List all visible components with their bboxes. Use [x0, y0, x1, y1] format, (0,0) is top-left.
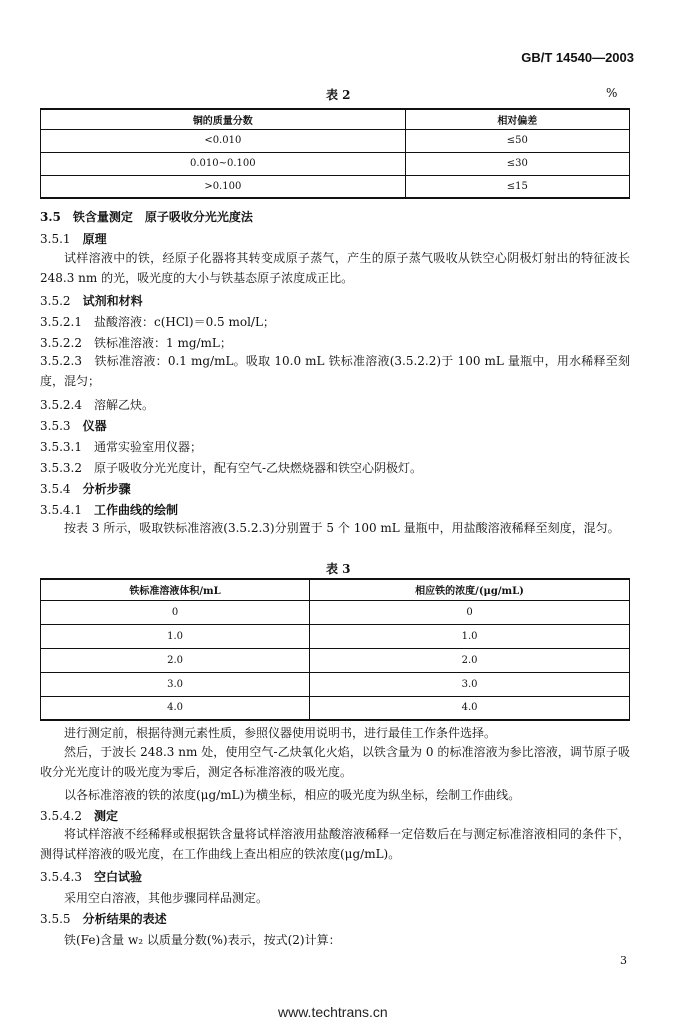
section-number: 3.5.3	[40, 419, 71, 433]
paragraph: 以各标准溶液的铁的浓度(μg/mL)为横坐标，相应的吸光度为纵坐标，绘制工作曲线。	[64, 788, 521, 802]
table-cell: <0.010	[41, 129, 406, 152]
section-number: 3.5.4.3	[40, 870, 82, 884]
section-title: 空白试验	[94, 870, 143, 884]
section-title: 铁含量测定 原子吸收分光光度法	[72, 210, 253, 224]
standard-number: GB/T 14540—2003	[521, 50, 634, 65]
table-cell: ≤30	[405, 152, 629, 175]
paragraph: 将试样溶液不经稀释或根据铁含量将试样溶液用盐酸溶液稀释一定倍数后在与测定标准溶液相同的条件下，测得试样溶液的吸光度，在工作曲线上查出相应的铁浓度(μg/mL)。	[40, 827, 630, 861]
section-number: 3.5.2	[40, 294, 71, 308]
clause	[40, 313, 275, 330]
table-cell: 4.0	[41, 696, 310, 720]
table-cell: 4.0	[310, 696, 630, 720]
subsection-heading	[40, 292, 143, 309]
table3	[40, 578, 630, 721]
clause-text: 铁标准溶液：0.1 mg/mL。吸取 10.0 mL 铁标准溶液(3.5.2.2)于 100 mL 量瓶中，用水稀释至刻度，混匀；	[40, 354, 630, 388]
paragraph: 采用空白溶液，其他步骤同样品测定。	[64, 891, 269, 905]
subsection-heading	[40, 868, 142, 885]
table-cell: 3.0	[41, 672, 310, 696]
table-cell: 0	[310, 600, 630, 624]
table-row	[41, 648, 630, 672]
table-cell: 1.0	[41, 624, 310, 648]
section-number: 3.5.4	[40, 482, 71, 496]
table-row	[41, 624, 630, 648]
subsection-heading	[40, 910, 167, 927]
clause	[40, 459, 422, 476]
footer-url: www.techtrans.cn	[278, 1004, 388, 1020]
clause	[40, 438, 202, 455]
section-title: 仪器	[82, 419, 107, 433]
subsection-heading	[40, 807, 118, 824]
clause-number: 3.5.2.3	[40, 354, 82, 368]
section-title: 分析结果的表述	[82, 912, 167, 926]
table-row	[41, 672, 630, 696]
table2-caption: 表 2	[326, 88, 351, 102]
paragraph: 按表 3 所示，吸取铁标准溶液(3.5.2.3)分别置于 5 个 100 mL 量瓶中，用盐酸溶液稀释至刻度，混匀。	[64, 521, 620, 535]
table2	[40, 108, 630, 199]
clause-number: 3.5.2.2	[40, 336, 82, 350]
clause	[40, 334, 232, 351]
table-cell: 1.0	[310, 624, 630, 648]
subsection-heading	[40, 230, 107, 247]
table3-header-cell: 相应铁的浓度/(μg/mL)	[310, 579, 630, 600]
clause-number: 3.5.2.4	[40, 398, 82, 412]
section-number: 3.5.4.1	[40, 503, 82, 517]
clause-number: 3.5.3.2	[40, 461, 82, 475]
clause	[40, 396, 154, 413]
table-row	[41, 129, 630, 152]
clause-text: 溶解乙炔。	[94, 398, 155, 412]
section-title: 工作曲线的绘制	[94, 503, 179, 517]
section-title: 原理	[82, 232, 107, 246]
paragraph: 铁(Fe)含量 w₂ 以质量分数(%)表示，按式(2)计算：	[64, 933, 341, 947]
clause-text: 原子吸收分光光度计，配有空气-乙炔燃烧器和铁空心阴极灯。	[94, 461, 423, 475]
section-number: 3.5.4.2	[40, 809, 82, 823]
table-cell: 3.0	[310, 672, 630, 696]
table-cell: >0.100	[41, 175, 406, 198]
clause-text: 盐酸溶液：c(HCl)＝0.5 mol/L；	[94, 315, 275, 329]
table-cell: 0.010~0.100	[41, 152, 406, 175]
paragraph: 试样溶液中的铁，经原子化器将其转变成原子蒸气，产生的原子蒸气吸收从铁空心阴极灯射出的特征波长 248.3 nm 的光，吸光度的大小与铁基态原子浓度成正比。	[40, 251, 630, 285]
section-number: 3.5.1	[40, 232, 71, 246]
section-number: 3.5.5	[40, 912, 71, 926]
table3-caption: 表 3	[326, 562, 351, 576]
page-number: 3	[620, 954, 627, 967]
table3-header-cell: 铁标准溶液体积/mL	[41, 579, 310, 600]
table2-header-cell: 铜的质量分数	[41, 109, 406, 129]
subsection-heading	[40, 480, 131, 497]
section-title: 试剂和材料	[82, 294, 143, 308]
table-row	[41, 175, 630, 198]
clause-text: 铁标准溶液：1 mg/mL；	[94, 336, 232, 350]
paragraph: 进行测定前，根据待测元素性质，参照仪器使用说明书，进行最佳工作条件选择。	[64, 726, 497, 740]
table2-header-cell: 相对偏差	[405, 109, 629, 129]
subsection-heading	[40, 417, 107, 434]
clause-number: 3.5.2.1	[40, 315, 82, 329]
section-title: 测定	[94, 809, 119, 823]
section-heading	[40, 208, 253, 225]
table-row	[41, 600, 630, 624]
clause-number: 3.5.3.1	[40, 440, 82, 454]
table-cell: 2.0	[310, 648, 630, 672]
table-cell: 0	[41, 600, 310, 624]
table-cell: ≤50	[405, 129, 629, 152]
section-title: 分析步骤	[82, 482, 131, 496]
clause	[40, 351, 630, 391]
subsection-heading	[40, 501, 178, 518]
table2-unit: %	[606, 86, 618, 100]
section-number: 3.5	[40, 210, 61, 224]
table-row	[41, 152, 630, 175]
clause-text: 通常实验室用仪器；	[94, 440, 203, 454]
paragraph: 然后，于波长 248.3 nm 处，使用空气-乙炔氧化火焰，以铁含量为 0 的标准溶液为参比溶液，调节原子吸收分光光度计的吸光度为零后，测定各标准溶液的吸光度。	[40, 745, 630, 779]
table-cell: 2.0	[41, 648, 310, 672]
table-cell: ≤15	[405, 175, 629, 198]
table-row	[41, 696, 630, 720]
